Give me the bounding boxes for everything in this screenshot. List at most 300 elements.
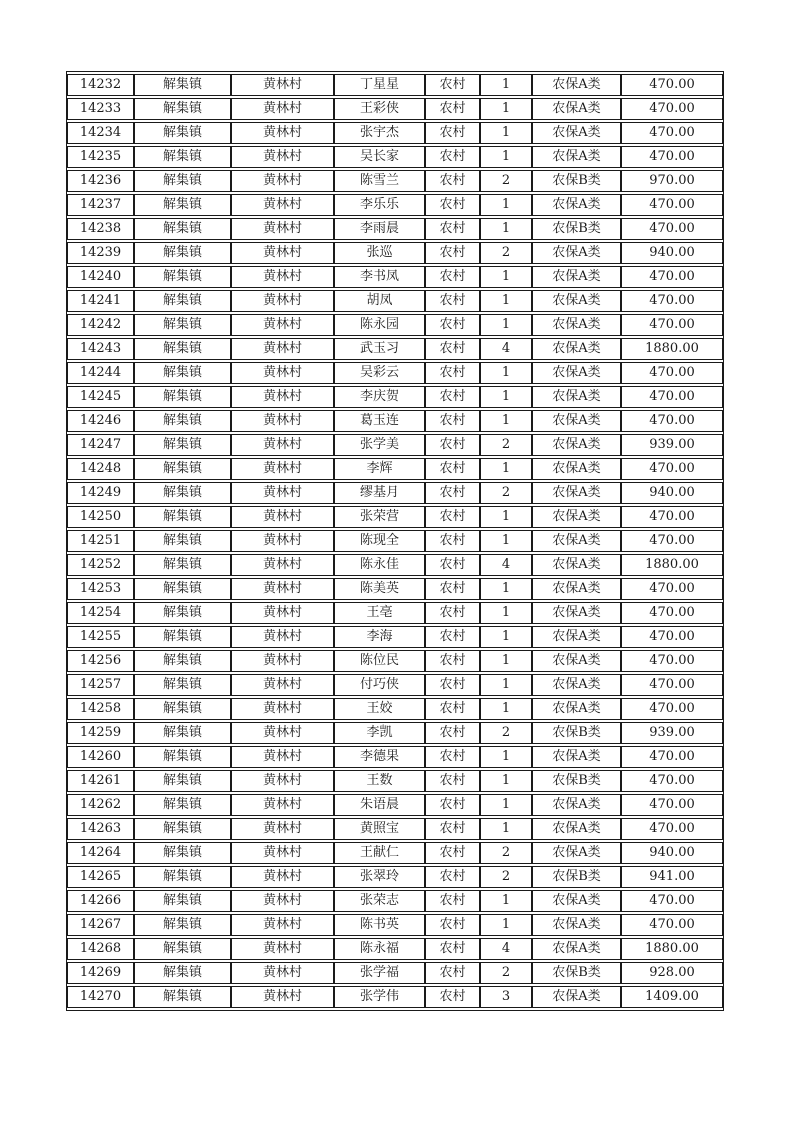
- table-row: [67, 98, 723, 120]
- cell-residence-category: 农村: [425, 602, 480, 624]
- cell-person-name: 张翠玲: [334, 866, 425, 888]
- cell-amount: 470.00: [621, 506, 723, 528]
- cell-person-name: 李辉: [334, 458, 425, 480]
- cell-insurance-type: 农保A类: [532, 290, 621, 312]
- cell-person-count: 1: [480, 578, 532, 600]
- table-row: [67, 650, 723, 672]
- cell-record-id: 14248: [67, 458, 134, 480]
- cell-insurance-type: 农保A类: [532, 890, 621, 912]
- cell-person-name: 陈书英: [334, 914, 425, 936]
- table-row: [67, 290, 723, 312]
- table-row: [67, 218, 723, 240]
- cell-insurance-type: 农保A类: [532, 698, 621, 720]
- cell-amount: 470.00: [621, 530, 723, 552]
- cell-village: 黄林村: [231, 242, 334, 264]
- cell-town: 解集镇: [134, 362, 231, 384]
- cell-village: 黄林村: [231, 410, 334, 432]
- cell-amount: 470.00: [621, 914, 723, 936]
- cell-amount: 470.00: [621, 602, 723, 624]
- cell-town: 解集镇: [134, 74, 231, 96]
- table-row: [67, 362, 723, 384]
- cell-amount: 1409.00: [621, 986, 723, 1008]
- cell-person-count: 1: [480, 122, 532, 144]
- cell-record-id: 14265: [67, 866, 134, 888]
- cell-insurance-type: 农保A类: [532, 266, 621, 288]
- cell-village: 黄林村: [231, 170, 334, 192]
- cell-record-id: 14259: [67, 722, 134, 744]
- table-row: [67, 122, 723, 144]
- cell-amount: 470.00: [621, 674, 723, 696]
- cell-person-name: 李庆贺: [334, 386, 425, 408]
- cell-person-name: 陈永佳: [334, 554, 425, 576]
- cell-person-name: 李雨晨: [334, 218, 425, 240]
- roster-table-body: [67, 74, 723, 1008]
- cell-insurance-type: 农保A类: [532, 794, 621, 816]
- cell-town: 解集镇: [134, 338, 231, 360]
- table-row: [67, 842, 723, 864]
- cell-person-name: 王彩侠: [334, 98, 425, 120]
- cell-amount: 470.00: [621, 410, 723, 432]
- cell-person-count: 1: [480, 266, 532, 288]
- table-row: [67, 338, 723, 360]
- cell-person-count: 2: [480, 482, 532, 504]
- cell-town: 解集镇: [134, 146, 231, 168]
- cell-record-id: 14253: [67, 578, 134, 600]
- table-row: [67, 746, 723, 768]
- table-row: [67, 410, 723, 432]
- cell-person-count: 1: [480, 746, 532, 768]
- cell-town: 解集镇: [134, 842, 231, 864]
- cell-residence-category: 农村: [425, 74, 480, 96]
- cell-residence-category: 农村: [425, 914, 480, 936]
- cell-person-count: 2: [480, 842, 532, 864]
- cell-amount: 470.00: [621, 194, 723, 216]
- cell-insurance-type: 农保A类: [532, 314, 621, 336]
- cell-town: 解集镇: [134, 506, 231, 528]
- cell-person-count: 2: [480, 866, 532, 888]
- cell-person-count: 2: [480, 722, 532, 744]
- cell-village: 黄林村: [231, 914, 334, 936]
- cell-person-count: 1: [480, 506, 532, 528]
- cell-record-id: 14236: [67, 170, 134, 192]
- cell-town: 解集镇: [134, 266, 231, 288]
- cell-amount: 940.00: [621, 242, 723, 264]
- cell-village: 黄林村: [231, 554, 334, 576]
- cell-record-id: 14268: [67, 938, 134, 960]
- cell-person-count: 1: [480, 818, 532, 840]
- cell-record-id: 14249: [67, 482, 134, 504]
- table-row: [67, 506, 723, 528]
- cell-insurance-type: 农保A类: [532, 914, 621, 936]
- cell-insurance-type: 农保A类: [532, 506, 621, 528]
- cell-person-name: 陈位民: [334, 650, 425, 672]
- cell-insurance-type: 农保A类: [532, 386, 621, 408]
- table-row: [67, 866, 723, 888]
- cell-residence-category: 农村: [425, 170, 480, 192]
- cell-amount: 470.00: [621, 650, 723, 672]
- cell-residence-category: 农村: [425, 554, 480, 576]
- cell-town: 解集镇: [134, 98, 231, 120]
- cell-residence-category: 农村: [425, 410, 480, 432]
- cell-village: 黄林村: [231, 338, 334, 360]
- cell-town: 解集镇: [134, 386, 231, 408]
- cell-person-count: 1: [480, 146, 532, 168]
- cell-person-count: 2: [480, 170, 532, 192]
- cell-person-name: 李乐乐: [334, 194, 425, 216]
- cell-record-id: 14258: [67, 698, 134, 720]
- cell-person-name: 陈美英: [334, 578, 425, 600]
- cell-person-count: 1: [480, 770, 532, 792]
- cell-residence-category: 农村: [425, 338, 480, 360]
- cell-amount: 970.00: [621, 170, 723, 192]
- cell-town: 解集镇: [134, 482, 231, 504]
- cell-town: 解集镇: [134, 218, 231, 240]
- cell-town: 解集镇: [134, 290, 231, 312]
- cell-person-count: 1: [480, 698, 532, 720]
- cell-town: 解集镇: [134, 770, 231, 792]
- cell-insurance-type: 农保A类: [532, 146, 621, 168]
- cell-person-name: 王姣: [334, 698, 425, 720]
- cell-insurance-type: 农保A类: [532, 122, 621, 144]
- cell-village: 黄林村: [231, 482, 334, 504]
- table-row: [67, 698, 723, 720]
- cell-residence-category: 农村: [425, 842, 480, 864]
- cell-record-id: 14238: [67, 218, 134, 240]
- cell-village: 黄林村: [231, 866, 334, 888]
- cell-record-id: 14240: [67, 266, 134, 288]
- cell-record-id: 14242: [67, 314, 134, 336]
- cell-person-name: 陈雪兰: [334, 170, 425, 192]
- cell-village: 黄林村: [231, 626, 334, 648]
- table-row: [67, 914, 723, 936]
- cell-record-id: 14263: [67, 818, 134, 840]
- cell-amount: 470.00: [621, 74, 723, 96]
- cell-village: 黄林村: [231, 890, 334, 912]
- table-row: [67, 74, 723, 96]
- table-row: [67, 482, 723, 504]
- cell-person-name: 张学福: [334, 962, 425, 984]
- cell-person-name: 胡凤: [334, 290, 425, 312]
- cell-person-count: 1: [480, 362, 532, 384]
- cell-town: 解集镇: [134, 650, 231, 672]
- cell-amount: 470.00: [621, 98, 723, 120]
- cell-village: 黄林村: [231, 530, 334, 552]
- cell-person-count: 1: [480, 386, 532, 408]
- cell-person-name: 张巡: [334, 242, 425, 264]
- cell-village: 黄林村: [231, 266, 334, 288]
- cell-insurance-type: 农保A类: [532, 98, 621, 120]
- cell-record-id: 14246: [67, 410, 134, 432]
- cell-person-name: 缪基月: [334, 482, 425, 504]
- cell-person-count: 1: [480, 890, 532, 912]
- cell-insurance-type: 农保B类: [532, 770, 621, 792]
- cell-village: 黄林村: [231, 314, 334, 336]
- cell-town: 解集镇: [134, 458, 231, 480]
- cell-town: 解集镇: [134, 722, 231, 744]
- cell-residence-category: 农村: [425, 866, 480, 888]
- cell-insurance-type: 农保A类: [532, 410, 621, 432]
- table-row: [67, 434, 723, 456]
- cell-amount: 1880.00: [621, 338, 723, 360]
- cell-person-count: 2: [480, 962, 532, 984]
- cell-residence-category: 农村: [425, 530, 480, 552]
- cell-record-id: 14270: [67, 986, 134, 1008]
- cell-person-name: 陈永园: [334, 314, 425, 336]
- cell-residence-category: 农村: [425, 194, 480, 216]
- cell-person-count: 1: [480, 530, 532, 552]
- cell-insurance-type: 农保A类: [532, 842, 621, 864]
- cell-amount: 940.00: [621, 842, 723, 864]
- cell-insurance-type: 农保A类: [532, 674, 621, 696]
- cell-village: 黄林村: [231, 938, 334, 960]
- cell-insurance-type: 农保A类: [532, 242, 621, 264]
- cell-insurance-type: 农保B类: [532, 218, 621, 240]
- cell-person-name: 武玉习: [334, 338, 425, 360]
- table-row: [67, 554, 723, 576]
- cell-residence-category: 农村: [425, 746, 480, 768]
- table-row: [67, 170, 723, 192]
- cell-insurance-type: 农保A类: [532, 530, 621, 552]
- table-row: [67, 818, 723, 840]
- table-row: [67, 146, 723, 168]
- table-row: [67, 626, 723, 648]
- cell-insurance-type: 农保A类: [532, 482, 621, 504]
- cell-town: 解集镇: [134, 794, 231, 816]
- cell-record-id: 14261: [67, 770, 134, 792]
- table-row: [67, 458, 723, 480]
- cell-person-count: 1: [480, 74, 532, 96]
- cell-amount: 470.00: [621, 314, 723, 336]
- cell-village: 黄林村: [231, 962, 334, 984]
- cell-amount: 470.00: [621, 794, 723, 816]
- cell-person-count: 1: [480, 626, 532, 648]
- cell-record-id: 14264: [67, 842, 134, 864]
- cell-amount: 470.00: [621, 698, 723, 720]
- cell-person-name: 李海: [334, 626, 425, 648]
- cell-residence-category: 农村: [425, 986, 480, 1008]
- cell-person-count: 1: [480, 218, 532, 240]
- table-row: [67, 578, 723, 600]
- cell-village: 黄林村: [231, 386, 334, 408]
- table-row: [67, 242, 723, 264]
- cell-amount: 470.00: [621, 362, 723, 384]
- cell-person-count: 4: [480, 338, 532, 360]
- cell-town: 解集镇: [134, 866, 231, 888]
- cell-record-id: 14245: [67, 386, 134, 408]
- cell-residence-category: 农村: [425, 362, 480, 384]
- cell-amount: 470.00: [621, 578, 723, 600]
- cell-record-id: 14237: [67, 194, 134, 216]
- cell-residence-category: 农村: [425, 122, 480, 144]
- cell-town: 解集镇: [134, 170, 231, 192]
- cell-person-count: 2: [480, 434, 532, 456]
- cell-amount: 941.00: [621, 866, 723, 888]
- cell-residence-category: 农村: [425, 218, 480, 240]
- cell-town: 解集镇: [134, 938, 231, 960]
- cell-record-id: 14256: [67, 650, 134, 672]
- cell-amount: 470.00: [621, 146, 723, 168]
- table-row: [67, 986, 723, 1008]
- cell-village: 黄林村: [231, 74, 334, 96]
- cell-village: 黄林村: [231, 986, 334, 1008]
- cell-record-id: 14257: [67, 674, 134, 696]
- cell-residence-category: 农村: [425, 818, 480, 840]
- cell-village: 黄林村: [231, 434, 334, 456]
- cell-residence-category: 农村: [425, 98, 480, 120]
- cell-town: 解集镇: [134, 554, 231, 576]
- cell-amount: 1880.00: [621, 938, 723, 960]
- cell-residence-category: 农村: [425, 434, 480, 456]
- cell-town: 解集镇: [134, 602, 231, 624]
- cell-person-count: 1: [480, 410, 532, 432]
- cell-person-count: 1: [480, 458, 532, 480]
- cell-insurance-type: 农保A类: [532, 626, 621, 648]
- cell-person-name: 王亳: [334, 602, 425, 624]
- table-row: [67, 890, 723, 912]
- cell-person-name: 李凯: [334, 722, 425, 744]
- cell-residence-category: 农村: [425, 938, 480, 960]
- cell-person-count: 1: [480, 650, 532, 672]
- cell-insurance-type: 农保A类: [532, 746, 621, 768]
- cell-residence-category: 农村: [425, 314, 480, 336]
- cell-insurance-type: 农保A类: [532, 338, 621, 360]
- cell-town: 解集镇: [134, 674, 231, 696]
- cell-amount: 470.00: [621, 290, 723, 312]
- cell-person-name: 王数: [334, 770, 425, 792]
- cell-residence-category: 农村: [425, 770, 480, 792]
- cell-village: 黄林村: [231, 650, 334, 672]
- cell-village: 黄林村: [231, 698, 334, 720]
- cell-insurance-type: 农保A类: [532, 458, 621, 480]
- cell-person-name: 张荣营: [334, 506, 425, 528]
- table-row: [67, 314, 723, 336]
- cell-insurance-type: 农保A类: [532, 650, 621, 672]
- cell-insurance-type: 农保A类: [532, 578, 621, 600]
- cell-town: 解集镇: [134, 746, 231, 768]
- cell-amount: 470.00: [621, 746, 723, 768]
- table-row: [67, 674, 723, 696]
- cell-person-count: 1: [480, 290, 532, 312]
- cell-person-name: 张荣志: [334, 890, 425, 912]
- cell-person-name: 陈永福: [334, 938, 425, 960]
- cell-amount: 470.00: [621, 770, 723, 792]
- cell-insurance-type: 农保A类: [532, 818, 621, 840]
- cell-town: 解集镇: [134, 962, 231, 984]
- cell-town: 解集镇: [134, 122, 231, 144]
- cell-town: 解集镇: [134, 410, 231, 432]
- cell-residence-category: 农村: [425, 794, 480, 816]
- cell-village: 黄林村: [231, 146, 334, 168]
- cell-residence-category: 农村: [425, 626, 480, 648]
- cell-record-id: 14243: [67, 338, 134, 360]
- cell-residence-category: 农村: [425, 962, 480, 984]
- cell-record-id: 14251: [67, 530, 134, 552]
- cell-person-count: 1: [480, 794, 532, 816]
- cell-village: 黄林村: [231, 98, 334, 120]
- cell-person-count: 2: [480, 242, 532, 264]
- cell-record-id: 14244: [67, 362, 134, 384]
- cell-residence-category: 农村: [425, 890, 480, 912]
- cell-town: 解集镇: [134, 626, 231, 648]
- table-row: [67, 602, 723, 624]
- cell-amount: 470.00: [621, 890, 723, 912]
- cell-village: 黄林村: [231, 818, 334, 840]
- cell-record-id: 14247: [67, 434, 134, 456]
- cell-village: 黄林村: [231, 794, 334, 816]
- table-row: [67, 530, 723, 552]
- cell-amount: 928.00: [621, 962, 723, 984]
- cell-insurance-type: 农保B类: [532, 722, 621, 744]
- cell-insurance-type: 农保B类: [532, 170, 621, 192]
- cell-person-count: 1: [480, 98, 532, 120]
- cell-person-count: 4: [480, 938, 532, 960]
- cell-record-id: 14235: [67, 146, 134, 168]
- cell-person-name: 陈现全: [334, 530, 425, 552]
- cell-insurance-type: 农保A类: [532, 554, 621, 576]
- cell-person-name: 丁星星: [334, 74, 425, 96]
- cell-record-id: 14266: [67, 890, 134, 912]
- cell-insurance-type: 农保A类: [532, 986, 621, 1008]
- cell-person-name: 张学伟: [334, 986, 425, 1008]
- cell-residence-category: 农村: [425, 386, 480, 408]
- cell-person-name: 李书凤: [334, 266, 425, 288]
- cell-town: 解集镇: [134, 890, 231, 912]
- cell-person-name: 黄照宝: [334, 818, 425, 840]
- cell-insurance-type: 农保A类: [532, 194, 621, 216]
- cell-person-name: 葛玉连: [334, 410, 425, 432]
- cell-amount: 939.00: [621, 722, 723, 744]
- cell-person-name: 张学美: [334, 434, 425, 456]
- cell-village: 黄林村: [231, 674, 334, 696]
- cell-residence-category: 农村: [425, 578, 480, 600]
- cell-record-id: 14232: [67, 74, 134, 96]
- cell-amount: 939.00: [621, 434, 723, 456]
- cell-insurance-type: 农保A类: [532, 434, 621, 456]
- table-row: [67, 722, 723, 744]
- cell-village: 黄林村: [231, 290, 334, 312]
- cell-person-count: 1: [480, 914, 532, 936]
- cell-amount: 470.00: [621, 218, 723, 240]
- cell-person-count: 1: [480, 602, 532, 624]
- cell-village: 黄林村: [231, 218, 334, 240]
- cell-record-id: 14250: [67, 506, 134, 528]
- cell-insurance-type: 农保A类: [532, 362, 621, 384]
- cell-village: 黄林村: [231, 458, 334, 480]
- cell-person-count: 4: [480, 554, 532, 576]
- cell-village: 黄林村: [231, 506, 334, 528]
- cell-record-id: 14233: [67, 98, 134, 120]
- cell-residence-category: 农村: [425, 698, 480, 720]
- cell-amount: 940.00: [621, 482, 723, 504]
- cell-residence-category: 农村: [425, 674, 480, 696]
- cell-insurance-type: 农保A类: [532, 938, 621, 960]
- cell-amount: 470.00: [621, 122, 723, 144]
- cell-person-name: 吴彩云: [334, 362, 425, 384]
- cell-village: 黄林村: [231, 770, 334, 792]
- cell-insurance-type: 农保A类: [532, 74, 621, 96]
- cell-village: 黄林村: [231, 842, 334, 864]
- cell-record-id: 14255: [67, 626, 134, 648]
- cell-record-id: 14262: [67, 794, 134, 816]
- cell-record-id: 14269: [67, 962, 134, 984]
- cell-record-id: 14241: [67, 290, 134, 312]
- cell-village: 黄林村: [231, 578, 334, 600]
- cell-person-count: 1: [480, 194, 532, 216]
- cell-insurance-type: 农保A类: [532, 602, 621, 624]
- cell-person-count: 1: [480, 314, 532, 336]
- cell-record-id: 14239: [67, 242, 134, 264]
- cell-town: 解集镇: [134, 242, 231, 264]
